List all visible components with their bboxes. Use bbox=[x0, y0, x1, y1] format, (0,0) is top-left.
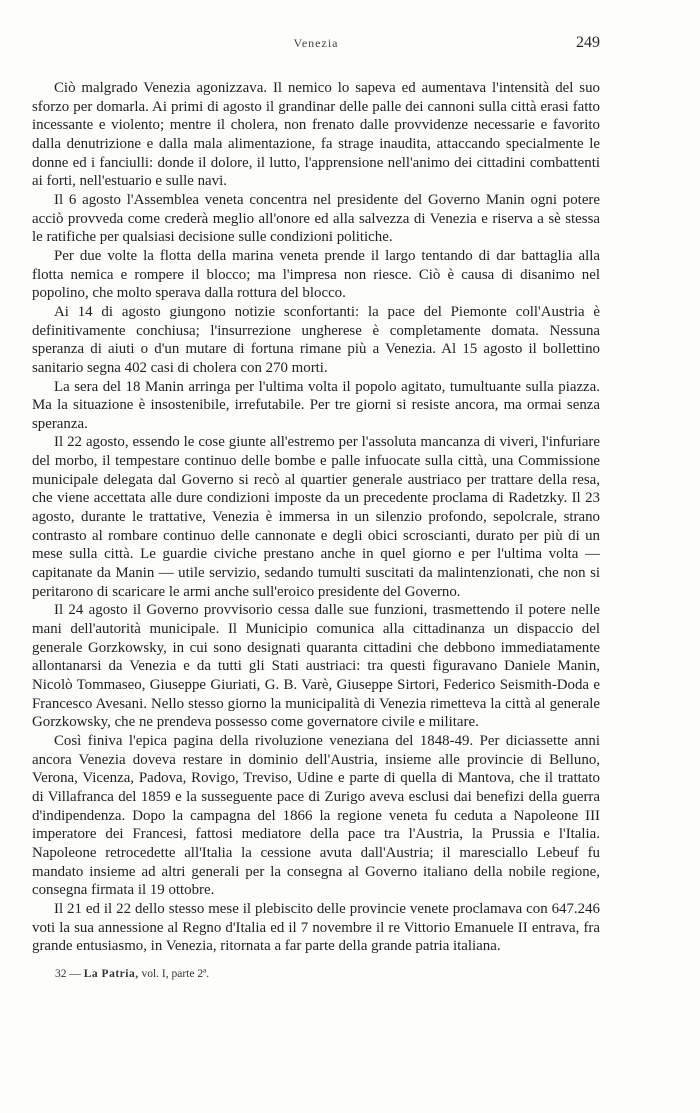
paragraph: Così finiva l'epica pagina della rivoluzione veneziana del 1848-49. Per diciassette anni ancora Venezia doveva restare in dominio dell'Austria, insieme alle provincie di Belluno, Verona, Vicenza, Padova, Rovigo, Treviso, Udine e parte di quella di Mantova, che il trattato di Villafranca del 1859 e la susseguente pace di Zurigo aveva esclusi dai benefizi della guerra d'indipendenza. Dopo la campagna del 1866 la regione veneta fu ceduta a Napoleone III imperatore dei Francesi, fattosi mediatore della pace tra l'Austria, la Prussia e l'Italia. Napoleone retrocedette all'Italia la cessione avuta dall'Austria; il maresciallo Lebeuf fu mandato insieme ad altri generali per la consegna al Governo italiano della nobile regione, consegna firmata il 19 ottobre. bbox=[32, 732, 600, 899]
paragraph: Per due volte la flotta della marina veneta prende il largo tentando di dar battaglia alla flotta nemica e rompere il blocco; ma l'impresa non riesce. Ciò è causa di disanimo nel popolino, che molto sperava dalla rottura del blocco. bbox=[32, 247, 600, 302]
paragraph: Il 6 agosto l'Assemblea veneta concentra nel presidente del Governo Manin ogni potere acciò provveda come crederà meglio all'onore ed alla salvezza di Venezia e riserva a sè stessa le ratifiche per qualsiasi decisione sulle condizioni politiche. bbox=[32, 191, 600, 246]
running-head bbox=[32, 34, 600, 54]
paragraph: La sera del 18 Manin arringa per l'ultima volta il popolo agitato, tumultuante sulla piazza. Ma la situazione è insostenibile, irrefutabile. Per tre giorni si resiste ancora, ma ormai senza speranza. bbox=[32, 378, 600, 432]
publication-title: La Patria, bbox=[83, 968, 139, 980]
paragraph: Ai 14 di agosto giungono notizie sconfortanti: la pace del Piemonte coll'Austria è definitivamente conchiusa; l'insurrezione ungherese è completamente domata. Nessuna speranza di aiuti o d'un mutare di fortuna rimane più a Venezia. Al 15 agosto il bollettino sanitario segna 402 casi di cholera con 270 morti. bbox=[32, 303, 600, 376]
paragraph: Il 22 agosto, essendo le cose giunte all'estremo per l'assoluta mancanza di viveri, l'infuriare del morbo, il tempestare continuo delle bombe e palle infuocate sulla città, una Commissione municipale delegata dal Governo si recò al quartier generale austriaco per trattare della resa, che viene accettata alle dure condizioni imposte da un precedente proclama di Radetzky. Il 23 agosto, durante le trattative, Venezia è immersa in un silenzio profondo, sepolcrale, strano contrasto al rombare continuo delle cannonate e degli obici scroscianti, durato per più di un mese sulla città. Le guardie civiche prestano anche in quel giorno e per l'ultima volta — capitanate da Manin — utile servizio, sedando tumulti suscitati da malintenzionati, che non si peritarono di scaricare le armi anche sull'eroico presidente del Governo. bbox=[32, 434, 600, 600]
paragraph: Ciò malgrado Venezia agonizzava. Il nemico lo sapeva ed aumentava l'intensità del suo sforzo per domarla. Ai primi di agosto il grandinar delle palle dei cannoni sulla città erasi fatto incessante e violento; mentre il cholera, non frenato dalle provvidenze necessarie e favorito dalla denutrizione e dalla mala alimentazione, fa strage inaudita, attaccando specialmente le donne ed i fanciulli: donde il dolore, il lutto, l'apprensione nell'animo dei cittadini combattenti ai forti, nell'estuario e sulle navi. bbox=[32, 80, 600, 190]
page-number: 249 bbox=[576, 34, 600, 51]
running-title: Venezia bbox=[293, 36, 339, 50]
paragraph: Il 21 ed il 22 dello stesso mese il plebiscito delle provincie venete proclamava con 647.246 voti la sua annessione al Regno d'Italia ed il 7 novembre il re Vittorio Emanuele II entrava, fra grande entusiasmo, in Venezia, ritornata a far parte della grande patria italiana. bbox=[32, 900, 600, 955]
footer-signature bbox=[55, 968, 209, 980]
paragraph: Il 24 agosto il Governo provvisorio cessa dalle sue funzioni, trasmettendo il potere nelle mani dell'autorità municipale. Il Municipio comunica alla cittadinanza un dispaccio del generale Gorzkowsky, in cui sono designati quaranta cittadini che debbono immediatamente allontanarsi da Venezia e da tutti gli Stati austriaci: tra questi figuravano Daniele Manin, Nicolò Tommaseo, Giuseppe Giuriati, G. B. Varè, Giuseppe Sirtori, Federico Seismith-Doda e Francesco Avesani. Nello stesso giorno la municipalità di Venezia rimetteva la città al generale Gorzkowsky, che ne prendeva possesso come governatore civile e militare. bbox=[32, 602, 600, 731]
signature-mark: 32 — bbox=[55, 968, 81, 980]
body-text bbox=[32, 79, 600, 956]
volume-info: vol. I, parte 2ª. bbox=[141, 968, 210, 980]
